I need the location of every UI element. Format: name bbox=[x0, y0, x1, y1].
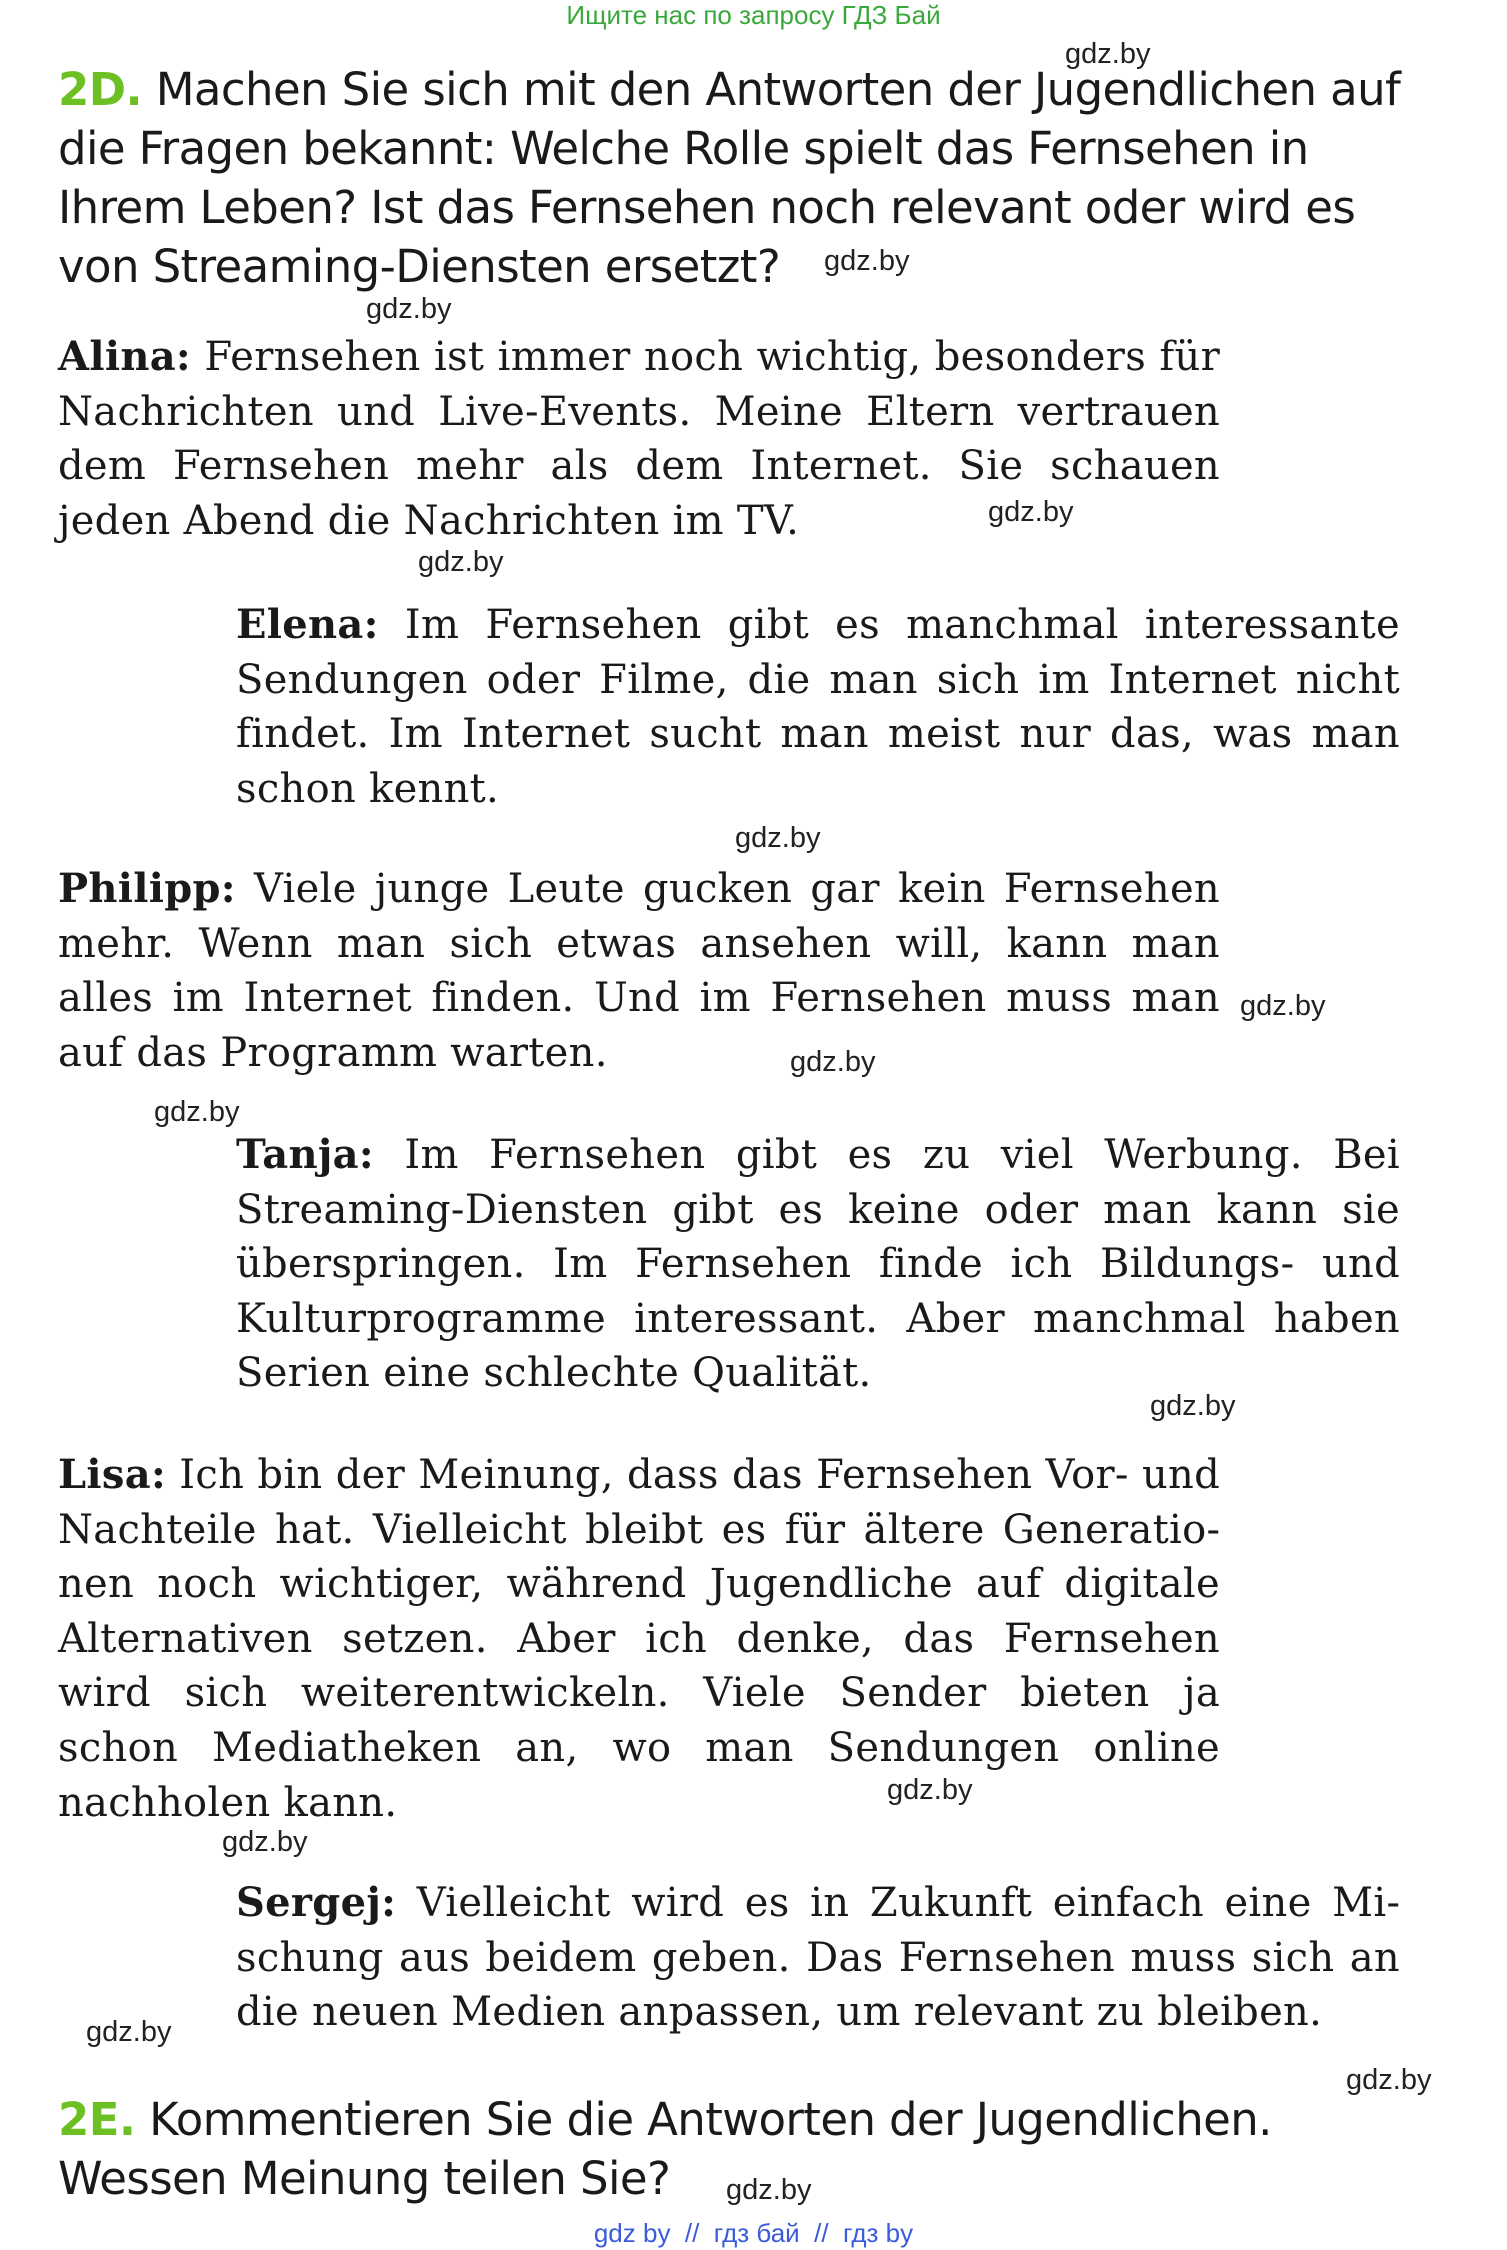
speaker-name: Tanja: bbox=[236, 1131, 374, 1178]
answer-text: Fernsehen ist immer noch wichtig, besonders für Nachrichten und Live-Events. Meine Eltern vertrauen dem Fernsehen mehr als dem Internet. Sie schauen jeden Abend die Nachrichten im TV. bbox=[58, 334, 1220, 544]
answer-sergej bbox=[236, 1876, 1400, 2040]
watermark: gdz.by bbox=[887, 1774, 973, 1806]
answer-tanja bbox=[236, 1128, 1400, 1401]
watermark: gdz.by bbox=[735, 822, 821, 854]
answer-text: Im Fernsehen gibt es zu viel Werbung. Bei Streaming-Diensten gibt es keine oder man kann sie überspringen. Im Fernsehen finde ich Bildungs- und Kulturprogramme interessant. Aber manchmal haben Serien eine schlechte Qualität. bbox=[236, 1132, 1400, 1397]
watermark: gdz.by bbox=[824, 245, 910, 277]
task-2e-text: Kommentieren Sie die Antworten der Jugendlichen. Wessen Meinung teilen Sie? bbox=[58, 2093, 1272, 2205]
task-2d-number: 2D. bbox=[58, 63, 142, 116]
watermark: gdz.by bbox=[1150, 1390, 1236, 1422]
answer-elena bbox=[236, 598, 1400, 816]
watermark: gdz.by bbox=[86, 2016, 172, 2048]
watermark: gdz.by bbox=[418, 546, 504, 578]
answer-lisa bbox=[58, 1448, 1220, 1830]
watermark: gdz.by bbox=[1065, 38, 1151, 70]
speaker-name: Alina: bbox=[58, 333, 191, 380]
answer-philipp bbox=[58, 862, 1220, 1080]
watermark: gdz.by bbox=[1346, 2064, 1432, 2096]
watermark: gdz.by bbox=[1240, 990, 1326, 1022]
task-2d-text: Machen Sie sich mit den Antworten der Jugendlichen auf die Fragen bekannt: Welche Rolle spielt das Fernsehen in Ihrem Leben? Ist das Fernsehen noch relevant oder wird es von Streaming-Diensten ersetzt? bbox=[58, 63, 1401, 293]
watermark: gdz.by bbox=[726, 2174, 812, 2206]
task-2d-heading bbox=[58, 60, 1410, 296]
answer-text: Im Fernsehen gibt es manchmal interessante Sendungen oder Filme, die man sich im Internet nicht findet. Im Internet sucht man meist nur das, was man schon kennt. bbox=[236, 602, 1400, 812]
speaker-name: Elena: bbox=[236, 601, 379, 648]
watermark: gdz.by bbox=[366, 293, 452, 325]
watermark: gdz.by bbox=[154, 1096, 240, 1128]
footer-links[interactable]: gdz by // гдз бай // гдз by bbox=[593, 2218, 914, 2248]
watermark: gdz.by bbox=[222, 1826, 308, 1858]
watermark: gdz.by bbox=[988, 496, 1074, 528]
watermark: gdz.by bbox=[790, 1046, 876, 1078]
task-2e-number: 2E. bbox=[58, 2093, 136, 2146]
search-banner[interactable]: Ищите нас по запросу ГДЗ Бай bbox=[566, 0, 941, 30]
speaker-name: Sergej: bbox=[236, 1879, 397, 1926]
speaker-name: Philipp: bbox=[58, 865, 236, 912]
answer-text: Viele junge Leute gucken gar kein Fernsehen mehr. Wenn man sich etwas ansehen will, kann man alles im Internet finden. Und im Fernsehen muss man auf das Programm warten. bbox=[58, 866, 1220, 1076]
answer-text: Vielleicht wird es in Zukunft einfach eine Mischung aus beidem geben. Das Fernsehen muss sich an die neuen Medien anpassen, um relevant zu bleiben. bbox=[236, 1880, 1400, 2036]
speaker-name: Lisa: bbox=[58, 1451, 167, 1498]
answer-text: Ich bin der Meinung, dass das Fernsehen Vor- und Nachteile hat. Vielleicht bleibt es für ältere Generationen noch wichtiger, während Jugendliche auf digitale Alternativen setzen. Aber ich denke, das Fernsehen wird sich weiterentwickeln. Viele Sender bieten ja schon Mediatheken an, wo man Sendungen online nachholen kann. bbox=[58, 1452, 1220, 1826]
